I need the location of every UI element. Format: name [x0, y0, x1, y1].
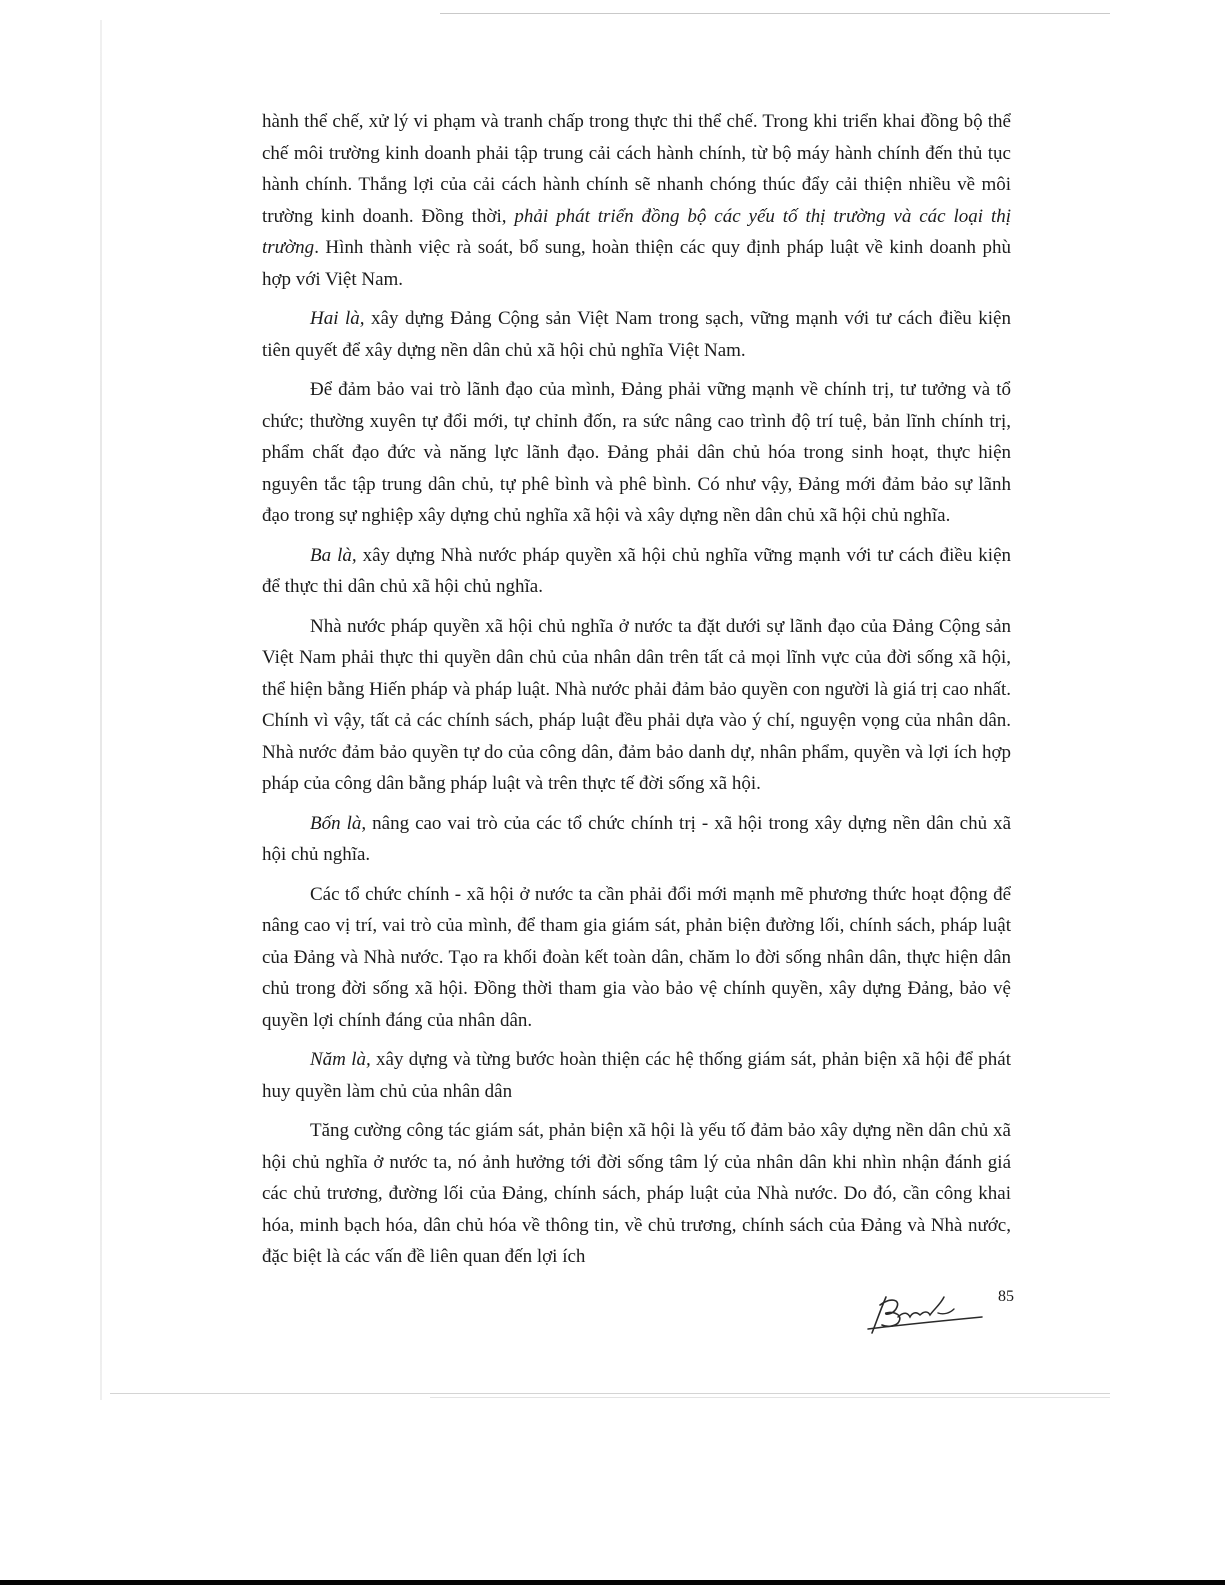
left-page-edge — [100, 20, 102, 1400]
paragraph-3-text: Để đảm bảo vai trò lãnh đạo của mình, Đảng phải vững mạnh về chính trị, tư tưởng và tổ chức; thường xuyên tự đổi mới, tự chỉnh đốn, ra sức nâng cao trình độ trí tuệ, bản lĩnh chính trị, phẩm chất đạo đức và năng lực lãnh đạo. Đảng phải dân chủ hóa trong sinh hoạt, thực hiện nguyên tắc tập trung dân chủ, tự phê bình và phê bình. Có như vậy, Đảng mới đảm bảo sự lãnh đạo trong sự nghiệp xây dựng chủ nghĩa xã hội và xây dựng nền dân chủ xã hội chủ nghĩa. — [262, 379, 1011, 526]
paragraph-4 — [262, 540, 1011, 603]
page-number: 85 — [998, 1288, 1014, 1305]
scan-bottom-edge — [0, 1580, 1225, 1585]
paragraph-3 — [262, 374, 1011, 532]
paragraph-9 — [262, 1115, 1011, 1273]
body-text — [262, 106, 1011, 1281]
paragraph-1 — [262, 106, 1011, 295]
bottom-border-line — [110, 1393, 1110, 1394]
paragraph-1-tail: . Hình thành việc rà soát, bổ sung, hoàn thiện các quy định pháp luật về kinh doanh phù hợp với Việt Nam. — [262, 237, 1011, 290]
paragraph-6-text: nâng cao vai trò của các tổ chức chính trị - xã hội trong xây dựng nền dân chủ xã hội chủ nghĩa. — [262, 812, 1011, 865]
paragraph-8-lead: Năm là, — [310, 1049, 371, 1070]
top-border-line — [440, 13, 1110, 14]
paragraph-6-lead: Bốn là, — [310, 812, 367, 834]
paragraph-5-text: Nhà nước pháp quyền xã hội chủ nghĩa ở nước ta đặt dưới sự lãnh đạo của Đảng Cộng sản Việt Nam phải thực thi quyền dân chủ của nhân dân trên tất cả mọi lĩnh vực của đời sống xã hội, thể hiện bằng Hiến pháp và pháp luật. Nhà nước phải đảm bảo quyền con người là giá trị cao nhất. Chính vì vậy, tất cả các chính sách, pháp luật đều phải dựa vào ý chí, nguyện vọng của nhân dân. Nhà nước đảm bảo quyền tự do của công dân, đảm bảo danh dự, nhân phẩm, quyền và lợi ích hợp pháp của công dân bằng pháp luật và trên thực tế đời sống xã hội. — [262, 615, 1011, 794]
bottom-border-line-secondary — [430, 1397, 1110, 1398]
paragraph-1-emphasis: phải phát triển đồng bộ các yếu tố thị trường và các loại thị trường — [262, 205, 1011, 258]
paragraph-6 — [262, 808, 1011, 871]
page-footer — [840, 1283, 1040, 1343]
paragraph-9-text: Tăng cường công tác giám sát, phản biện xã hội là yếu tố đảm bảo xây dựng nền dân chủ xã hội chủ nghĩa ở nước ta, nó ảnh hưởng tới đời sống tâm lý của nhân dân khi nhìn nhận đánh giá các chủ trương, đường lối của Đảng, chính sách, pháp luật của Nhà nước. Do đó, cần công khai hóa, minh bạch hóa, dân chủ hóa về thông tin, về chủ trương, chính sách của Đảng và Nhà nước, đặc biệt là các vấn đề liên quan đến lợi ích — [262, 1120, 1011, 1267]
paragraph-5 — [262, 611, 1011, 800]
paragraph-4-lead: Ba là, — [310, 544, 357, 566]
paragraph-8 — [262, 1044, 1011, 1107]
paragraph-8-text: xây dựng và từng bước hoàn thiện các hệ thống giám sát, phản biện xã hội để phát huy quyền làm chủ của nhân dân — [262, 1049, 1011, 1102]
paragraph-7 — [262, 879, 1011, 1037]
paragraph-2-lead: Hai là, — [310, 308, 365, 329]
paragraph-7-text: Các tổ chức chính - xã hội ở nước ta cần phải đổi mới mạnh mẽ phương thức hoạt động để nâng cao vị trí, vai trò của mình, để tham gia giám sát, phản biện đường lối, chính sách, pháp luật của Đảng và Nhà nước. Tạo ra khối đoàn kết toàn dân, chăm lo đời sống nhân dân, thực hiện dân chủ trong đời sống xã hội. Đồng thời tham gia vào bảo vệ chính quyền, xây dựng Đảng, bảo vệ quyền lợi chính đáng của nhân dân. — [262, 883, 1011, 1031]
paragraph-2-text: xây dựng Đảng Cộng sản Việt Nam trong sạch, vững mạnh với tư cách điều kiện tiên quyết để xây dựng nền dân chủ xã hội chủ nghĩa Việt Nam. — [262, 308, 1011, 361]
paragraph-4-text: xây dựng Nhà nước pháp quyền xã hội chủ nghĩa vững mạnh với tư cách điều kiện để thực thi dân chủ xã hội chủ nghĩa. — [262, 544, 1011, 597]
paragraph-1-text: hành thể chế, xử lý vi phạm và tranh chấp trong thực thi thể chế. Trong khi triển khai đồng bộ thể chế môi trường kinh doanh phải tập trung cải cách hành chính, từ bộ máy hành chính đến thủ tục hành chính. Thắng lợi của cải cách hành chính sẽ nhanh chóng thúc đẩy cải thiện nhiều về môi trường kinh doanh. Đồng thời, — [262, 111, 1011, 227]
handwritten-signature — [850, 1283, 990, 1343]
paragraph-2 — [262, 303, 1011, 366]
